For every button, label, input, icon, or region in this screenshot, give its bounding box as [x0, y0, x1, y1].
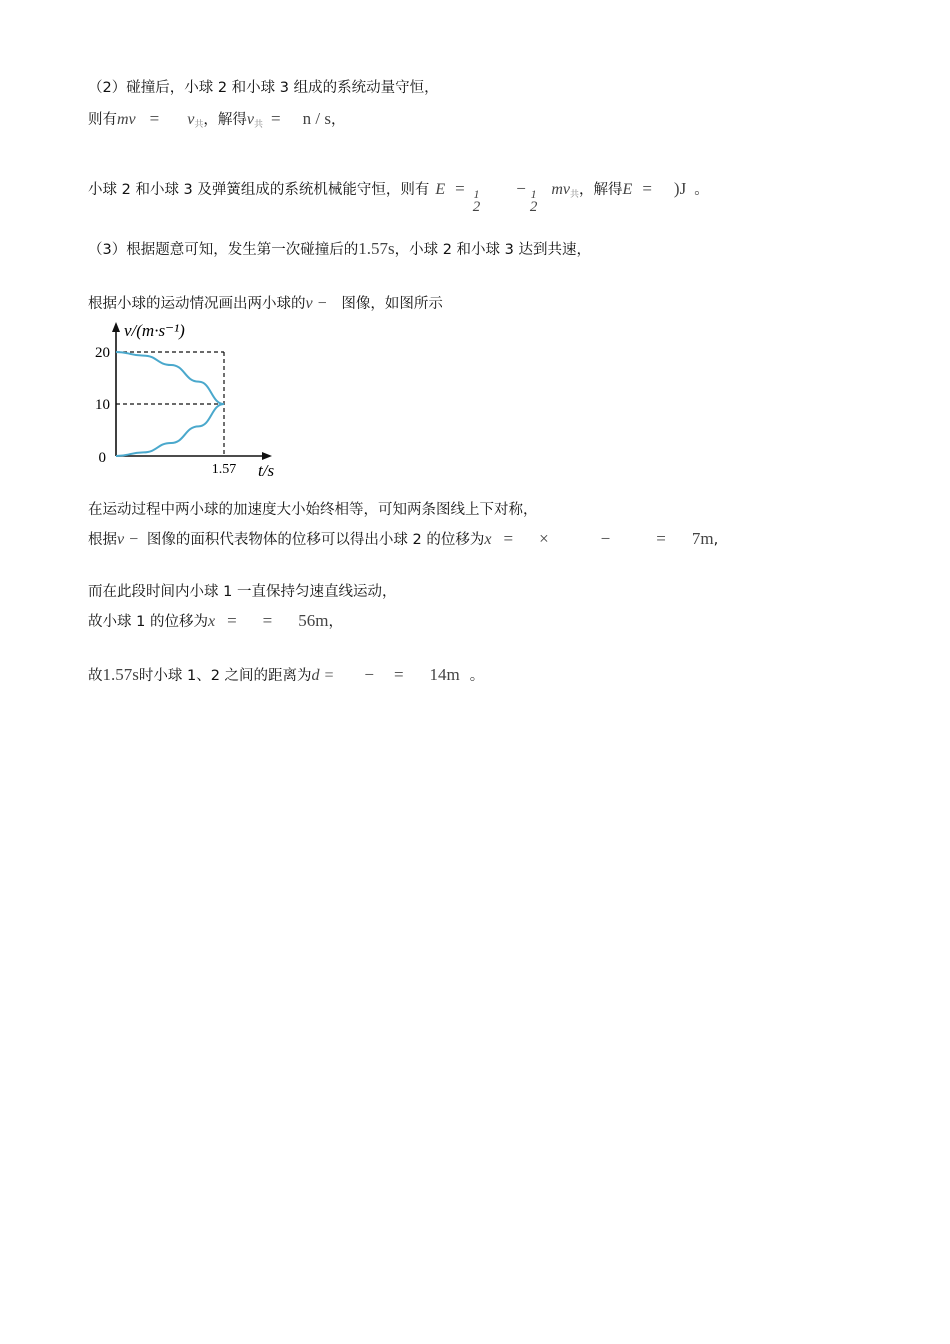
text: 则有	[88, 112, 117, 128]
math-times: ×	[539, 529, 549, 548]
math-unit: n / s	[302, 109, 331, 128]
text: ,	[713, 532, 719, 548]
fraction-half: 1 2	[472, 187, 481, 215]
y-axis-label: v/(m·s⁻¹)	[124, 321, 185, 340]
math-x: x	[484, 531, 492, 548]
math-equals: =	[642, 179, 652, 198]
series-curve-1	[116, 352, 224, 404]
math-unit: )J	[673, 179, 687, 198]
math-equals: =	[271, 109, 281, 128]
x-axis-arrow	[262, 452, 272, 460]
math-value: 7m	[691, 529, 714, 548]
equation-line-displacement-2	[88, 528, 718, 549]
text: 。	[469, 668, 485, 684]
math-v-minus: v −	[305, 295, 328, 312]
math-equals: =	[455, 179, 465, 198]
math-equals: =	[656, 529, 666, 548]
math-e: E	[622, 181, 633, 198]
paragraph-common-velocity	[88, 238, 591, 259]
math-value: 56m	[298, 611, 329, 630]
text: ，	[330, 112, 346, 128]
math-minus: −	[600, 529, 611, 548]
series-curve-2	[116, 404, 224, 456]
paragraph-graph-intro	[88, 292, 443, 313]
math-v: v	[246, 111, 254, 128]
math-v-minus: v −	[117, 531, 139, 548]
text: （3）根据题意可知，发生第一次碰撞后的	[88, 242, 359, 258]
math-e: E	[435, 181, 446, 198]
math-time: 1.57s	[102, 665, 139, 684]
text: ，解得	[203, 112, 247, 128]
text: 故	[88, 668, 103, 684]
origin-label: 0	[98, 450, 106, 466]
text: 根据	[88, 532, 117, 548]
fraction-half: 1 2	[529, 187, 538, 215]
math-mv: mv	[551, 181, 571, 198]
equation-line-momentum	[88, 108, 345, 129]
text: 故小球 1 的位移为	[88, 614, 208, 630]
math-minus: −	[364, 665, 374, 684]
x-axis-label: t/s	[258, 461, 275, 480]
math-equals: =	[393, 665, 404, 684]
y-tick-label-20: 20	[95, 345, 110, 361]
text: ，解得	[579, 182, 623, 198]
velocity-time-chart	[86, 318, 286, 480]
math-time: 1.57s	[358, 239, 395, 258]
paragraph-uniform-motion: 而在此段时间内小球 1 一直保持匀速直线运动，	[88, 584, 397, 600]
math-v: v	[187, 111, 195, 128]
math-equals: =	[149, 109, 160, 128]
math-value: 14m	[429, 665, 460, 684]
y-axis-arrow	[112, 322, 120, 332]
text: 小球 2 和小球 3 及弹簧组成的系统机械能守恒，则有	[88, 182, 430, 198]
text: ，	[328, 614, 343, 630]
equation-line-displacement-1	[88, 610, 343, 631]
math-equals: =	[227, 611, 237, 630]
math-equals: =	[503, 529, 514, 548]
text: 。	[694, 182, 709, 198]
subscript-gong: 共	[570, 190, 580, 200]
x-tick-label-1-57: 1.57	[211, 462, 237, 477]
math-x: x	[207, 613, 216, 630]
text: 图像的面积代表物体的位移可以得出小球 2 的位移为	[146, 532, 485, 548]
text: ，小球 2 和小球 3 达到共速，	[394, 242, 591, 258]
equation-line-energy	[88, 178, 709, 215]
text: 根据小球的运动情况画出两小球的	[88, 296, 306, 312]
text: 时小球 1、2 之间的距离为	[138, 668, 312, 684]
subscript-gong: 共	[253, 120, 263, 130]
math-mv: mv	[117, 111, 136, 128]
math-d: d =	[311, 667, 335, 684]
subscript-gong: 共	[194, 120, 204, 130]
math-minus: −	[516, 179, 526, 198]
text: 图像，如图所示	[341, 296, 443, 312]
equation-line-distance	[88, 664, 484, 685]
math-equals: =	[262, 611, 273, 630]
paragraph-symmetry: 在运动过程中两小球的加速度大小始终相等，可知两条图线上下对称，	[88, 502, 538, 518]
y-tick-label-10: 10	[95, 397, 110, 413]
paragraph-momentum: （2）碰撞后，小球 2 和小球 3 组成的系统动量守恒，	[88, 80, 439, 96]
